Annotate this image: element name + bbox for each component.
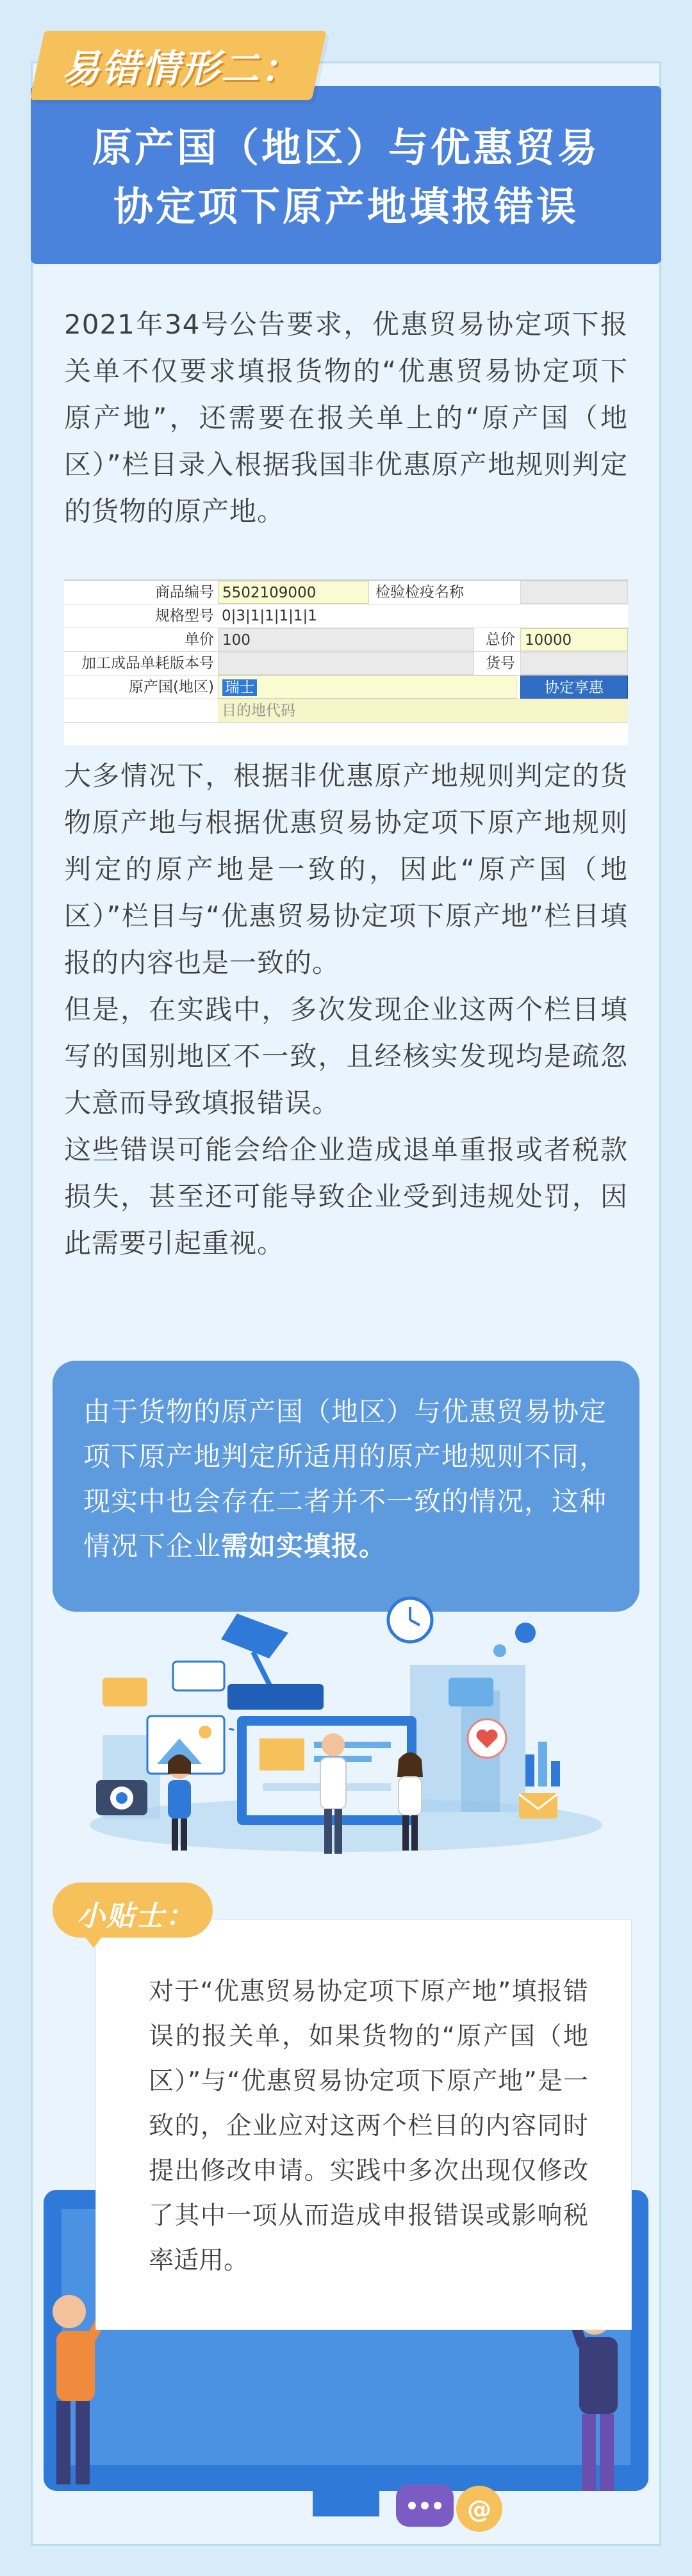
- form-label: [64, 699, 218, 722]
- camera-icon: [96, 1780, 147, 1815]
- form-row: [64, 676, 628, 699]
- destination-code-field[interactable]: 目的地代码: [218, 699, 628, 722]
- form-label: 加工成品单耗版本号: [64, 652, 218, 675]
- form-label: 单价: [64, 628, 218, 651]
- title-line-1: 原产国（地区）与优惠贸易: [92, 124, 600, 171]
- declaration-form: [64, 579, 628, 745]
- form-label: 检验检疫名称: [372, 581, 519, 604]
- body-paragraph: 大多情况下，根据非优惠原产地规则判定的货物原产地与根据优惠贸易协定项下原产地规则判定的原产地是一致的，因此“原产国（地区）”栏目与“优惠贸易协定项下原产地”栏目填报的内容也是一致的。: [64, 760, 628, 978]
- origin-country-field[interactable]: [218, 676, 516, 699]
- body-text: [64, 752, 628, 1267]
- lamp-icon: [221, 1614, 324, 1710]
- form-value[interactable]: 0|3|1|1|1|1|1: [222, 608, 317, 624]
- agreement-benefit-button[interactable]: 协定享惠: [520, 676, 628, 699]
- form-row: [64, 628, 628, 652]
- bar-chart-icon: [525, 1742, 560, 1786]
- intro-paragraph: 2021年34号公告要求，优惠贸易协定项下报关单不仅要求填报货物的“优惠贸易协定项下原产地”，还需要在报关单上的“原产国（地区）”栏目录入根据我国非优惠原产地规则判定的货物的原产地。: [64, 309, 628, 527]
- svg-text:@: @: [467, 2495, 491, 2523]
- form-label: 规格型号: [64, 604, 218, 628]
- tips-text: 对于“优惠贸易协定项下原产地”填报错误的报关单，如果货物的“原产国（地区）”与“优惠贸易协定项下原产地”是一致的，企业应对这两个栏目的内容同时提出修改申请。实践中多次出现仅修改了其中一项从而造成申报错误或影响税率适用。: [149, 1977, 588, 2275]
- form-label: 货号: [474, 652, 519, 675]
- title-line-2: 协定项下原产地填报错误: [113, 183, 579, 230]
- form-value[interactable]: 100: [218, 628, 474, 651]
- chat-bubble-icon: [396, 2484, 454, 2527]
- heart-icon: [468, 1719, 506, 1758]
- form-value[interactable]: 10000: [520, 628, 628, 651]
- clock-icon: [388, 1598, 432, 1642]
- form-row: [64, 604, 628, 628]
- origin-country-value: 瑞士: [222, 679, 257, 696]
- form-value[interactable]: [218, 652, 474, 675]
- form-value[interactable]: 5502109000: [218, 581, 369, 604]
- info-emphasis: 需如实填报。: [221, 1530, 387, 1562]
- body-paragraph: 这些错误可能会给企业造成退单重报或者税款损失，甚至还可能导致企业受到违规处罚，因此需要引起重视。: [64, 1134, 628, 1259]
- at-icon: [456, 2486, 502, 2532]
- office-illustration: [77, 1594, 615, 1870]
- form-row: [64, 581, 628, 604]
- form-label: 原产国(地区): [64, 676, 218, 699]
- form-value[interactable]: [520, 652, 628, 675]
- form-row: [64, 699, 628, 723]
- section-tag: 易错情形二：: [62, 47, 300, 92]
- form-value[interactable]: [520, 581, 628, 604]
- form-label: 总价: [474, 628, 519, 651]
- body-paragraph: 但是，在实践中，多次发现企业这两个栏目填写的国别地区不一致，且经核实发现均是疏忽大意而导致填报错误。: [64, 994, 628, 1119]
- form-row: [64, 652, 628, 676]
- info-box-text: 由于货物的原产国（地区）与优惠贸易协定项下原产地判定所适用的原产地规则不同，现实中也会存在二者并不一致的情况，这种情况下企业需如实填报。: [83, 1396, 607, 1562]
- email-icon: [519, 1793, 557, 1819]
- tips-tag: 小贴士：: [77, 1900, 195, 1932]
- page-title: [31, 118, 661, 236]
- form-label: 商品编号: [64, 581, 218, 604]
